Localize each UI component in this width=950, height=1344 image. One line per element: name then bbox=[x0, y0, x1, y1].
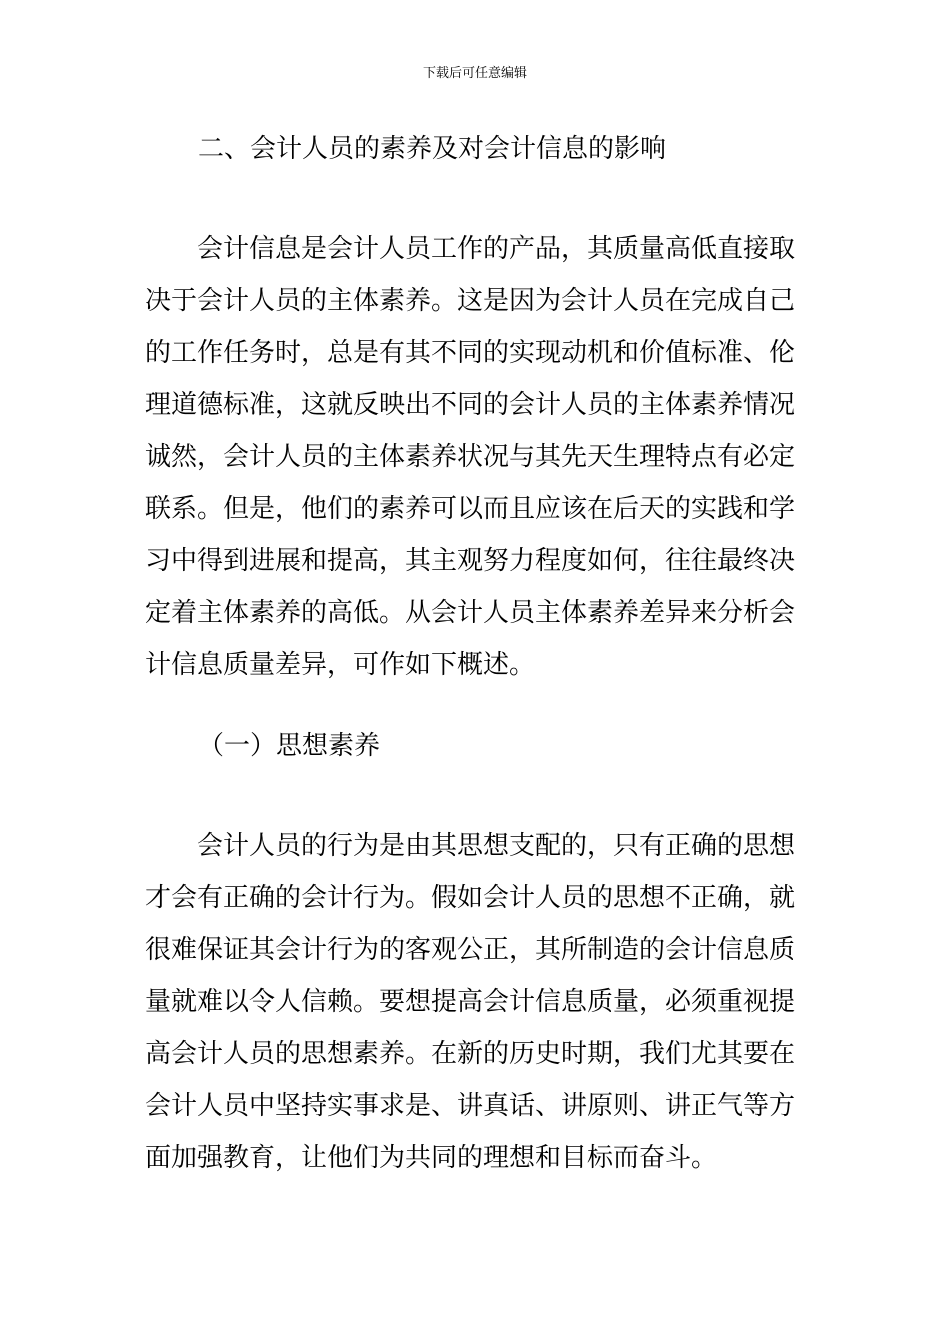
paragraph-line: 会计信息是会计人员工作的产品，其质量高低直接取 bbox=[197, 234, 796, 264]
paragraph-line: 定着主体素养的高低。从会计人员主体素养差异来分析会 bbox=[145, 598, 796, 628]
paragraph-line: 面加强教育，让他们为共同的理想和目标而奋斗。 bbox=[145, 1143, 718, 1173]
paragraph-line: 才会有正确的会计行为。假如会计人员的思想不正确，就 bbox=[145, 883, 796, 913]
paragraph-line: 高会计人员的思想素养。在新的历史时期，我们尤其要在 bbox=[145, 1039, 796, 1069]
paragraph-line: 会计人员的行为是由其思想支配的，只有正确的思想 bbox=[197, 831, 796, 861]
paragraph-2 bbox=[145, 820, 805, 1184]
paragraph-line: 习中得到进展和提高，其主观努力程度如何，往往最终决 bbox=[145, 546, 796, 576]
subsection-heading: （一）思想素养 bbox=[198, 731, 381, 761]
paragraph-line: 决于会计人员的主体素养。这是因为会计人员在完成自己 bbox=[145, 286, 796, 316]
paragraph-1 bbox=[145, 223, 805, 691]
paragraph-line: 诚然，会计人员的主体素养状况与其先天生理特点有必定 bbox=[145, 442, 796, 472]
paragraph-line: 会计人员中坚持实事求是、讲真话、讲原则、讲正气等方 bbox=[145, 1091, 796, 1121]
paragraph-line: 理道德标准，这就反映出不同的会计人员的主体素养情况 bbox=[145, 390, 796, 420]
page-header: 下载后可任意编辑 bbox=[422, 66, 527, 81]
paragraph-line: 联系。但是，他们的素养可以而且应该在后天的实践和学 bbox=[145, 494, 796, 524]
paragraph-line: 计信息质量差异，可作如下概述。 bbox=[145, 650, 536, 680]
paragraph-line: 的工作任务时，总是有其不同的实现动机和价值标准、伦 bbox=[145, 338, 796, 368]
paragraph-line: 很难保证其会计行为的客观公正，其所制造的会计信息质 bbox=[145, 935, 796, 965]
paragraph-line: 量就难以令人信赖。要想提高会计信息质量，必须重视提 bbox=[145, 987, 796, 1017]
section-heading: 二、会计人员的素养及对会计信息的影响 bbox=[198, 134, 667, 164]
